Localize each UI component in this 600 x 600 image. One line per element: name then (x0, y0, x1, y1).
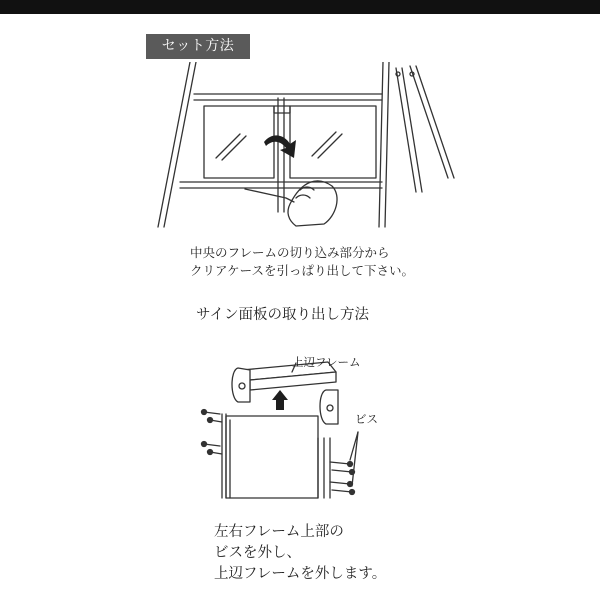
callout-screw: ビス (355, 412, 378, 426)
section-label: セット方法 (146, 34, 250, 59)
top-frame-end-left (232, 368, 250, 402)
case-instruction-line-2: クリアケースを引っぱり出して下さい。 (190, 263, 415, 278)
pull-arrow-icon (264, 135, 296, 158)
sign-panel (226, 416, 318, 498)
right-frame-outer-line (379, 62, 383, 227)
screw-icon-left-middle (208, 418, 223, 423)
clear-case-right (290, 106, 376, 178)
clear-case-left (204, 106, 274, 178)
screw-icon-left-top (202, 410, 221, 415)
right-frame-inner-line (385, 62, 389, 227)
easel-leg-front (396, 68, 416, 192)
panel-removal-heading: サイン面板の取り出し方法 (196, 307, 369, 323)
callout-top-frame: 上辺フレーム (292, 355, 361, 369)
clear-case-illustration (150, 62, 470, 232)
removal-step-line-2: ビスを外し、 (214, 545, 301, 561)
top-frame-end-right (320, 390, 338, 424)
left-frame-outer-line (158, 62, 190, 227)
removal-step-line-1: 左右フレーム上部の (214, 524, 344, 540)
case-instruction-line-1: 中央のフレームの切り込み部分から (190, 245, 390, 260)
lift-arrow-icon (272, 390, 288, 410)
removal-step-line-3: 上辺フレームを外します。 (214, 566, 387, 582)
top-bar (0, 0, 600, 14)
left-frame-inner-line (164, 62, 196, 227)
easel-leg-back (410, 66, 448, 178)
frame-clip (274, 106, 290, 113)
screw-icon-left-bottom (202, 442, 221, 447)
screw-icon-right-top (330, 462, 353, 467)
screw-icon-right-bottom (330, 482, 353, 487)
